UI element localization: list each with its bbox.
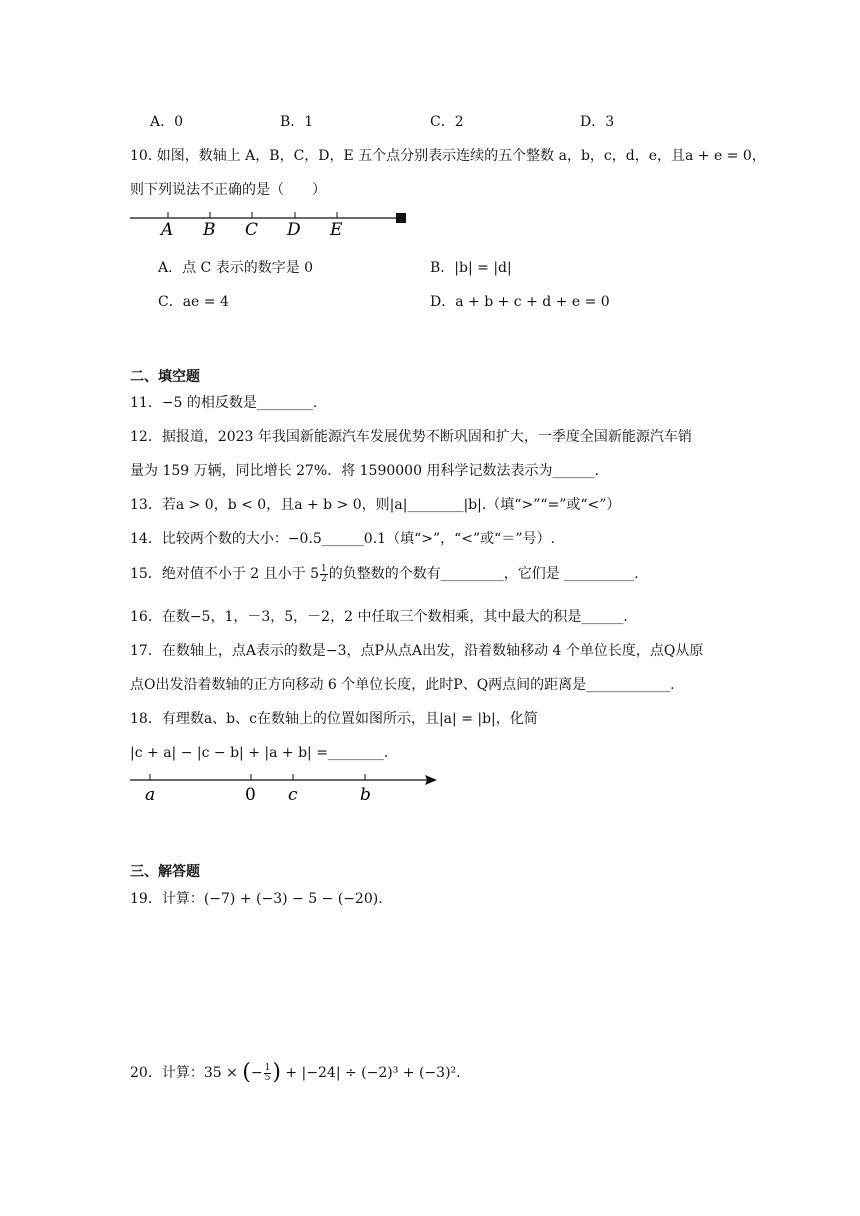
q10-axis-label-a: A <box>161 220 174 240</box>
q10-line1: 10. 如图，数轴上 A，B，C，D，E 五个点分别表示连续的五个整数 a，b，c，d，e，且a + e = 0， <box>130 148 766 164</box>
q18-axis-label-b: b <box>360 785 371 805</box>
q9-option-c: C．2 <box>430 114 464 130</box>
q10-option-c: C．ae = 4 <box>158 294 229 310</box>
q10-option-d: D．a + b + c + d + e = 0 <box>430 294 610 310</box>
q18-line2: |c + a| − |c − b| + |a + b| =________. <box>130 745 389 761</box>
q10-axis-label-d: D <box>287 220 301 240</box>
q10-option-b: B．|b| = |d| <box>430 260 512 276</box>
q10-axis-label-b: B <box>203 220 216 240</box>
q10-axis-label-c: C <box>245 220 259 240</box>
q12-line2: 量为 159 万辆，同比增长 27%．将 1590000 用科学记数法表示为______. <box>130 463 599 479</box>
q15 <box>130 564 639 584</box>
q20-fraction <box>264 1064 272 1083</box>
q10-option-a: A．点 C 表示的数字是 0 <box>158 260 314 276</box>
q15-fraction <box>320 565 328 584</box>
q10-number-line <box>125 205 415 240</box>
q9-option-d: D．3 <box>580 114 615 130</box>
section-answer-title: 三、解答题 <box>130 864 200 880</box>
q20-paren-right: ) <box>272 1060 281 1085</box>
q20-text-after: + |−24| ÷ (−2)³ + (−3)². <box>280 1065 461 1081</box>
q17-line2: 点O出发沿着数轴的正方向移动 6 个单位长度，此时P、Q两点间的距离是____________. <box>130 677 675 693</box>
q20-paren-left: ( <box>242 1060 251 1085</box>
q19: 19．计算：(−7) + (−3) − 5 − (−20). <box>130 891 383 907</box>
q15-frac-num: 1 <box>320 563 327 574</box>
q15-frac-den: 2 <box>320 573 327 584</box>
q9-option-b: B．1 <box>280 114 314 130</box>
q14: 14．比较两个数的大小：−0.5______0.1（填“>”，“<”或“＝”号）. <box>130 531 555 547</box>
q18-number-line <box>125 768 445 806</box>
q20-frac-num: 1 <box>264 1062 271 1073</box>
q15-text-before: 15．绝对值不小于 2 且小于 5 <box>130 566 319 582</box>
q15-text-after: 的负整数的个数有_________，它们是 __________. <box>328 566 639 582</box>
q10-axis-label-e: E <box>330 220 343 240</box>
section-fill-in-title: 二、填空题 <box>130 369 200 385</box>
q18-axis-label-a: a <box>145 785 156 805</box>
q20-frac-den: 5 <box>264 1072 271 1083</box>
q18-line1: 18．有理数a、b、c在数轴上的位置如图所示，且|a| = |b|，化简 <box>130 711 538 727</box>
q18-axis-label-zero: 0 <box>245 785 256 805</box>
q16: 16．在数−5，1，－3，5，－2，2 中任取三个数相乘，其中最大的积是______. <box>130 609 628 625</box>
q20: 20．计算：35 × (− $\frac{1}{5}$ ) + |−24| ÷ (−2)³ + (−3)². <box>130 1060 461 1085</box>
q12-line1: 12．据报道，2023 年我国新能源汽车发展优势不断巩固和扩大，一季度全国新能源汽车销 <box>130 429 692 445</box>
q9-option-a: A．0 <box>150 114 184 130</box>
q10-line2: 则下列说法不正确的是（ ） <box>130 182 326 198</box>
q17-line1: 17．在数轴上，点A表示的数是−3，点P从点A出发，沿着数轴移动 4 个单位长度，点Q从原 <box>130 643 704 659</box>
q20-text-before: 20．计算：35 × <box>130 1065 243 1081</box>
q13: 13．若a > 0，b < 0，且a + b > 0，则|a|________|b|.（填“>”“=”或“<”） <box>130 497 621 513</box>
q18-axis-label-c: c <box>288 785 298 805</box>
q11: 11．−5 的相反数是________. <box>130 395 318 411</box>
q10-axis-end-square <box>396 213 406 223</box>
